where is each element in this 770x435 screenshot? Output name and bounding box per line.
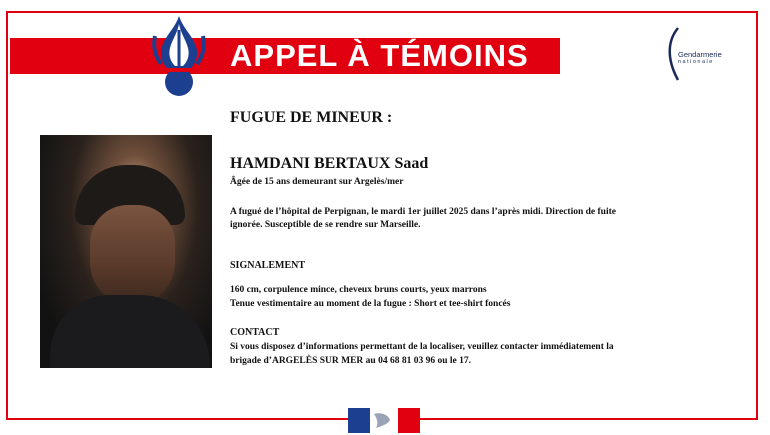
signalement-title: SIGNALEMENT (230, 260, 306, 271)
description-line-2: ignorée. Susceptible de se rendre sur Marseille. (230, 220, 421, 230)
contact-line-1: Si vous disposez d’informations permettant de la localiser, veuillez contacter immédiatement la (230, 342, 614, 352)
page-title: APPEL À TÉMOINS (230, 38, 529, 73)
gendarmerie-nationale-logo (664, 26, 744, 86)
signalement-line-1: 160 cm, corpulence mince, cheveux bruns courts, yeux marrons (230, 285, 487, 295)
signalement-line-2: Tenue vestimentaire au moment de la fugue : Short et tee-shirt foncés (230, 299, 511, 309)
person-name: HAMDANI BERTAUX Saad (230, 155, 429, 172)
notice-heading: FUGUE DE MINEUR : (230, 109, 393, 126)
person-age-line: Âgée de 15 ans demeurant sur Argelès/mer (230, 177, 404, 187)
marianne-flag-icon (348, 408, 420, 433)
logo-text-gendarmerie: Gendarmerie (678, 50, 722, 59)
gendarmerie-flame-icon (147, 14, 211, 98)
description-line-1: A fugué de l’hôpital de Perpignan, le mardi 1er juillet 2025 dans l’après midi. Direction de fuite (230, 207, 616, 217)
logo-text-nationale: nationale (678, 59, 714, 65)
contact-line-2: brigade d’ARGELÈS SUR MER au 04 68 81 03 96 ou le 17. (230, 356, 471, 366)
contact-title: CONTACT (230, 327, 280, 338)
missing-person-photo (40, 135, 212, 368)
